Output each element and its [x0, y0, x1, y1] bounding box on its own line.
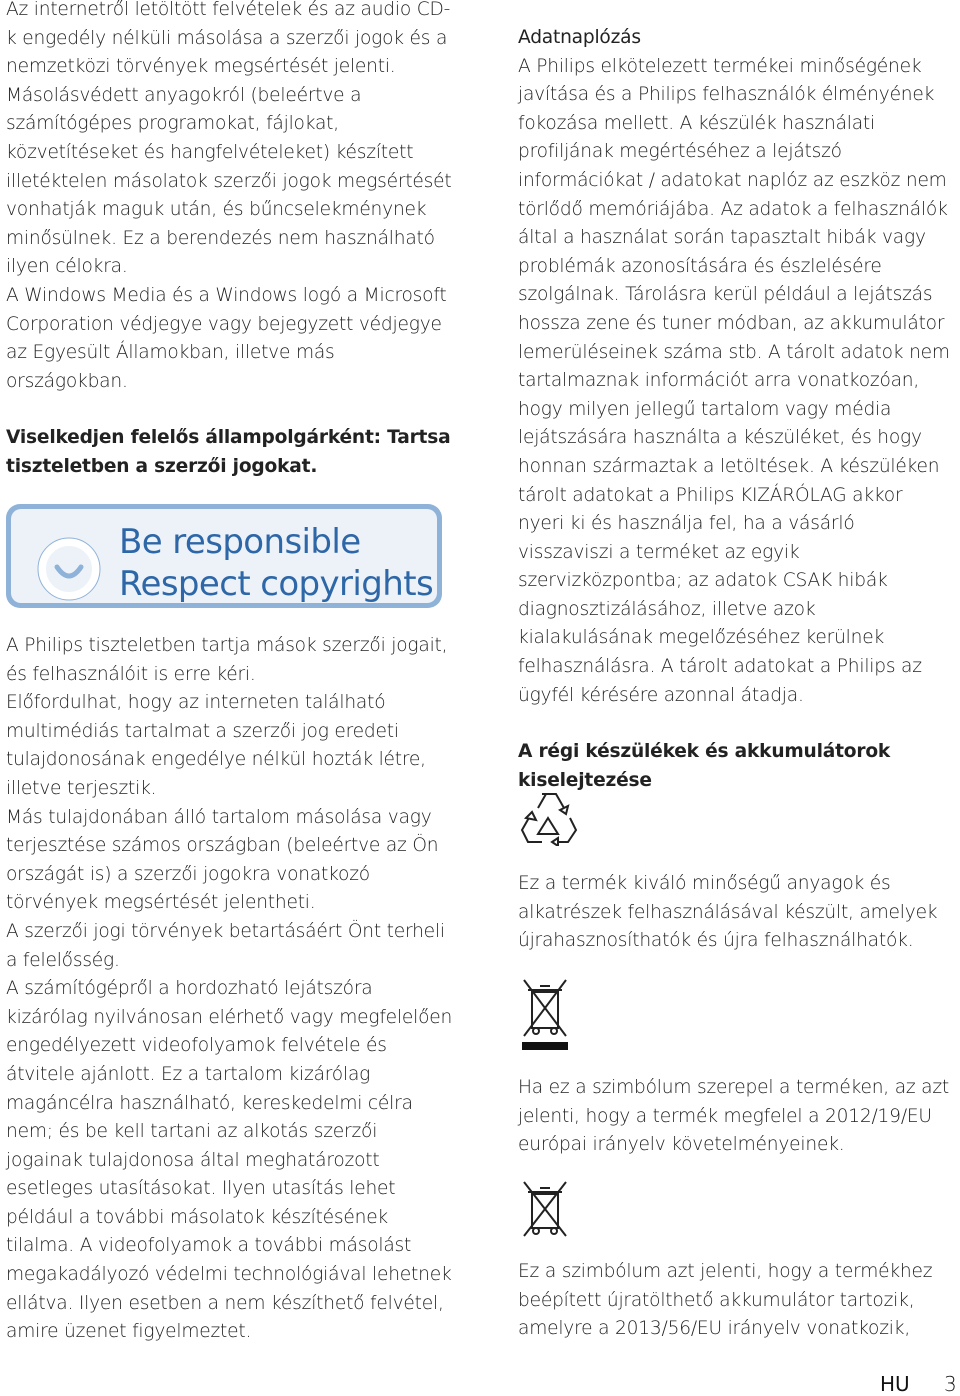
data-logging-heading: Adatnaplózás: [518, 27, 641, 48]
banner-line-1: Be responsible: [119, 522, 361, 562]
right-column-battery: [518, 1258, 954, 1344]
crossed-bin-icon: [520, 1180, 570, 1238]
crossed-bin-bar-icon: [520, 976, 570, 1052]
liability-paragraph: A szerzői jogi törvények betartásáért Önt terheli a felelősség.: [6, 920, 445, 971]
disposal-heading: A régi készülékek és akkumulátorok kiselejtezése: [518, 741, 891, 791]
right-column-materials: [518, 870, 954, 956]
distribution-paragraph: Más tulajdonában álló tartalom másolása vagy terjesztése számos országban (beleértve az Ön országát is) a szerzői jogokra vonatkozó törvények megsértését jelentheti.: [6, 806, 439, 914]
recycle-icon: [518, 788, 580, 846]
materials-paragraph: Ez a termék kiváló minőségű anyagok és alkatrészek felhasználásával készült, amelyek újrahasznosíthatók és újra felhasználhatók.: [518, 873, 938, 952]
left-column-lower: [6, 632, 454, 1347]
trademark-paragraph: A Windows Media és a Windows logó a Microsoft Corporation védjegye vagy bejegyzett védjegye az Egyesült Államokban, illetve más országokban.: [6, 284, 447, 392]
right-column: [518, 24, 954, 795]
data-logging-paragraph: A Philips elkötelezett termékei minőségének javítása és a Philips felhasználók élményének fokozása mellett. A készülék használati profiljának megértéséhez a lejátszó információkat / adatokat naplóz az eszköz nem törlődő memóriájába. Az adatok a felhasználók által a használat során tapasztalt hibák vagy problémák azonosítására és észlelésére szolgálnak. Tárolásra kerül például a lejátszás hossza zene és tuner módban, az akkumulátor lemerüléseinek száma stb. A tárolt adatok nem tartalmaznak információt arra vonatkozóan, hogy milyen jellegű tartalom vagy média lejátszására használta a készüléket, és hogy honnan származtak a letöltések. A készüléken tárolt adatokat a Philips KIZÁRÓLAG akkor nyeri ki és használja fel, ha a vásárló visszaviszi a terméket az egyik szervizközpontba; az adatok CSAK hibák diagnosztizálásához, illetve azok kialakulásának megelőzéséhez kerülnek felhasználásra. A tárolt adatokat a Philips az ügyfél kérésére azonnal átadja.: [518, 55, 950, 706]
responsibility-heading: Viselkedjen felelős állampolgárként: Tartsa tiszteletben a szerzői jogokat.: [6, 427, 451, 477]
be-responsible-banner: [6, 504, 442, 608]
smile-logo-icon: [37, 537, 101, 601]
left-column: [6, 0, 454, 482]
philips-respect-paragraph: A Philips tiszteletben tartja mások szerzői jogait, és felhasználóit is erre kéri.: [6, 635, 448, 685]
video-stream-paragraph: A számítógépről a hordozható lejátszóra kizárólag nyilvánosan elérhető vagy megfelelően engedélyezett videofolyamok felvétele és átvitele ajánlott. Ez a tartalom kizárólag magáncélra használható, kereskedelmi célra nem; és be kell tartani az alkotás szerzői jogainak tulajdonosa által meghatározott esetleges utasításokat. Ilyen utasítás lehet például a további másolatok készítésének tilalma. A videofolyamok a további másolást megakadályozó védelmi technológiával lehetnek ellátva. Ilyen esetben a nem készíthető felvétel, amire üzenet figyelmeztet.: [6, 978, 453, 1343]
battery-paragraph: Ez a szimbólum azt jelenti, hogy a termékhez beépített újratölthető akkumulátor tartozik, amelyre a 2013/56/EU irányelv vonatkozik,: [518, 1261, 933, 1340]
banner-line-2: Respect copyrights: [119, 564, 434, 604]
page-number: 3: [944, 1372, 957, 1396]
language-label: HU: [880, 1372, 910, 1396]
internet-content-paragraph: Előfordulhat, hogy az interneten található multimédiás tartalmat a szerzői jog eredeti tulajdonosának engedélye nélkül hozták létre, illetve terjesztik.: [6, 692, 426, 799]
weee-paragraph: Ha ez a szimbólum szerepel a terméken, az azt jelenti, hogy a termék megfelel a 2012/19/EU európai irányelv követelményeinek.: [518, 1077, 950, 1156]
copyright-paragraph: Az internetről letöltött felvételek és az audio CD-k engedély nélküli másolása a szerzői jogok és a nemzetközi törvények megsértését jelenti. Másolásvédett anyagokról (beleértve a számítógépes programokat, fájlokat, közvetítéseket és hangfelvételeket) készített illetéktelen másolatok szerzői jogok megsértését vonhatják maguk után, és bűncselekménynek minősülnek. Ez a berendezés nem használható ilyen célokra.: [6, 0, 452, 278]
right-column-weee: [518, 1074, 954, 1160]
